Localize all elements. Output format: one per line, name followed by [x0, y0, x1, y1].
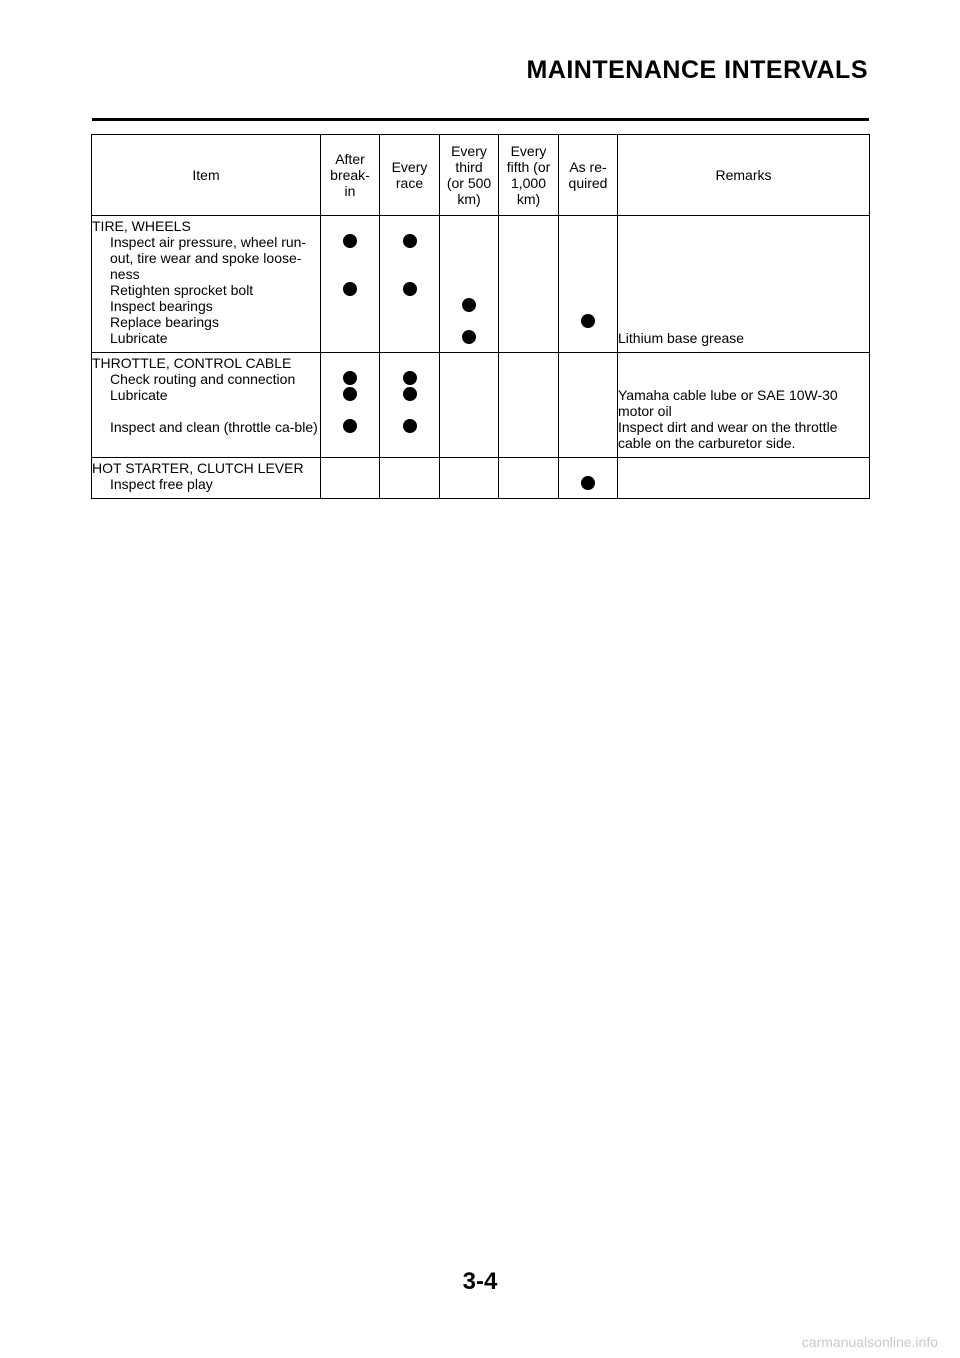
header-every-third: Every third (or 500 km) [440, 135, 499, 216]
interval-cell [321, 330, 380, 353]
interval-cell [499, 314, 559, 330]
filled-circle-icon [343, 282, 357, 296]
row-item: Lubricate [92, 387, 321, 419]
interval-cell [321, 476, 380, 499]
interval-cell [321, 371, 380, 387]
header-remarks: Remarks [618, 135, 870, 216]
interval-cell [380, 476, 440, 499]
filled-circle-icon [462, 330, 476, 344]
table-row [92, 314, 870, 330]
filled-circle-icon [403, 234, 417, 248]
empty-cell [380, 458, 440, 477]
table-row [92, 330, 870, 353]
interval-cell [440, 371, 499, 387]
row-item: Inspect and clean (throttle ca-ble) [92, 419, 321, 458]
empty-cell [499, 216, 559, 235]
header-after-break-in: After break- in [321, 135, 380, 216]
title-rule [92, 118, 869, 121]
table-body [92, 216, 870, 499]
row-remarks [618, 282, 870, 298]
row-remarks [618, 234, 870, 282]
group-title: HOT STARTER, CLUTCH LEVER [92, 458, 321, 477]
empty-cell [618, 458, 870, 477]
maintenance-table [91, 134, 870, 499]
empty-cell [380, 216, 440, 235]
empty-cell [321, 458, 380, 477]
row-remarks [618, 314, 870, 330]
interval-cell [559, 371, 618, 387]
filled-circle-icon [403, 371, 417, 385]
table-row [92, 476, 870, 499]
filled-circle-icon [343, 371, 357, 385]
interval-cell [380, 419, 440, 458]
filled-circle-icon [343, 234, 357, 248]
row-remarks [618, 476, 870, 499]
table-row [92, 282, 870, 298]
filled-circle-icon [581, 314, 595, 328]
row-item: Lubricate [92, 330, 321, 353]
interval-cell [321, 419, 380, 458]
group-title: TIRE, WHEELS [92, 216, 321, 235]
empty-cell [618, 216, 870, 235]
filled-circle-icon [343, 387, 357, 401]
empty-cell [321, 216, 380, 235]
interval-cell [380, 371, 440, 387]
filled-circle-icon [581, 476, 595, 490]
table-row [92, 387, 870, 419]
interval-cell [380, 314, 440, 330]
row-item: Replace bearings [92, 314, 321, 330]
row-item: Retighten sprocket bolt [92, 282, 321, 298]
empty-cell [499, 353, 559, 372]
interval-cell [380, 234, 440, 282]
interval-cell [499, 234, 559, 282]
interval-cell [559, 282, 618, 298]
interval-cell [440, 298, 499, 314]
interval-cell [321, 314, 380, 330]
row-remarks [618, 371, 870, 387]
interval-cell [499, 419, 559, 458]
interval-cell [499, 298, 559, 314]
interval-cell [559, 314, 618, 330]
interval-cell [559, 330, 618, 353]
row-remarks: Yamaha cable lube or SAE 10W-30 motor oil [618, 387, 870, 419]
group-title: THROTTLE, CONTROL CABLE [92, 353, 321, 372]
table-row [92, 419, 870, 458]
empty-cell [559, 353, 618, 372]
interval-cell [380, 330, 440, 353]
row-remarks: Lithium base grease [618, 330, 870, 353]
interval-cell [559, 234, 618, 282]
interval-cell [321, 282, 380, 298]
empty-cell [499, 458, 559, 477]
filled-circle-icon [462, 298, 476, 312]
filled-circle-icon [403, 419, 417, 433]
page-title: MAINTENANCE INTERVALS [526, 56, 868, 84]
filled-circle-icon [403, 387, 417, 401]
interval-cell [499, 371, 559, 387]
header-every-race: Every race [380, 135, 440, 216]
header-every-fifth: Every fifth (or 1,000 km) [499, 135, 559, 216]
empty-cell [440, 353, 499, 372]
interval-cell [499, 282, 559, 298]
table-row [92, 371, 870, 387]
row-item: Inspect free play [92, 476, 321, 499]
interval-cell [321, 298, 380, 314]
table-row [92, 234, 870, 282]
interval-cell [440, 419, 499, 458]
interval-cell [321, 234, 380, 282]
empty-cell [380, 353, 440, 372]
interval-cell [321, 387, 380, 419]
interval-cell [440, 234, 499, 282]
empty-cell [559, 216, 618, 235]
interval-cell [440, 314, 499, 330]
interval-cell [440, 330, 499, 353]
page-number: 3-4 [462, 1268, 498, 1295]
interval-cell [380, 282, 440, 298]
interval-cell [440, 476, 499, 499]
group-title-row [92, 216, 870, 235]
interval-cell [499, 387, 559, 419]
interval-cell [559, 387, 618, 419]
row-item: Inspect air pressure, wheel run-out, tire wear and spoke loose-ness [92, 234, 321, 282]
interval-cell [499, 476, 559, 499]
row-remarks: Inspect dirt and wear on the throttle cable on the carburetor side. [618, 419, 870, 458]
row-item: Inspect bearings [92, 298, 321, 314]
empty-cell [321, 353, 380, 372]
empty-cell [559, 458, 618, 477]
filled-circle-icon [343, 419, 357, 433]
empty-cell [440, 216, 499, 235]
interval-cell [559, 419, 618, 458]
group-title-row [92, 458, 870, 477]
row-remarks [618, 298, 870, 314]
header-row [92, 135, 870, 216]
interval-cell [499, 330, 559, 353]
watermark: carmanualsonline.info [801, 1334, 938, 1350]
group-title-row [92, 353, 870, 372]
empty-cell [618, 353, 870, 372]
table-row [92, 298, 870, 314]
empty-cell [440, 458, 499, 477]
interval-cell [380, 387, 440, 419]
interval-cell [440, 282, 499, 298]
header-as-required: As re- quired [559, 135, 618, 216]
interval-cell [559, 476, 618, 499]
interval-cell [440, 387, 499, 419]
row-item: Check routing and connection [92, 371, 321, 387]
header-item: Item [92, 135, 321, 216]
interval-cell [559, 298, 618, 314]
interval-cell [380, 298, 440, 314]
filled-circle-icon [403, 282, 417, 296]
